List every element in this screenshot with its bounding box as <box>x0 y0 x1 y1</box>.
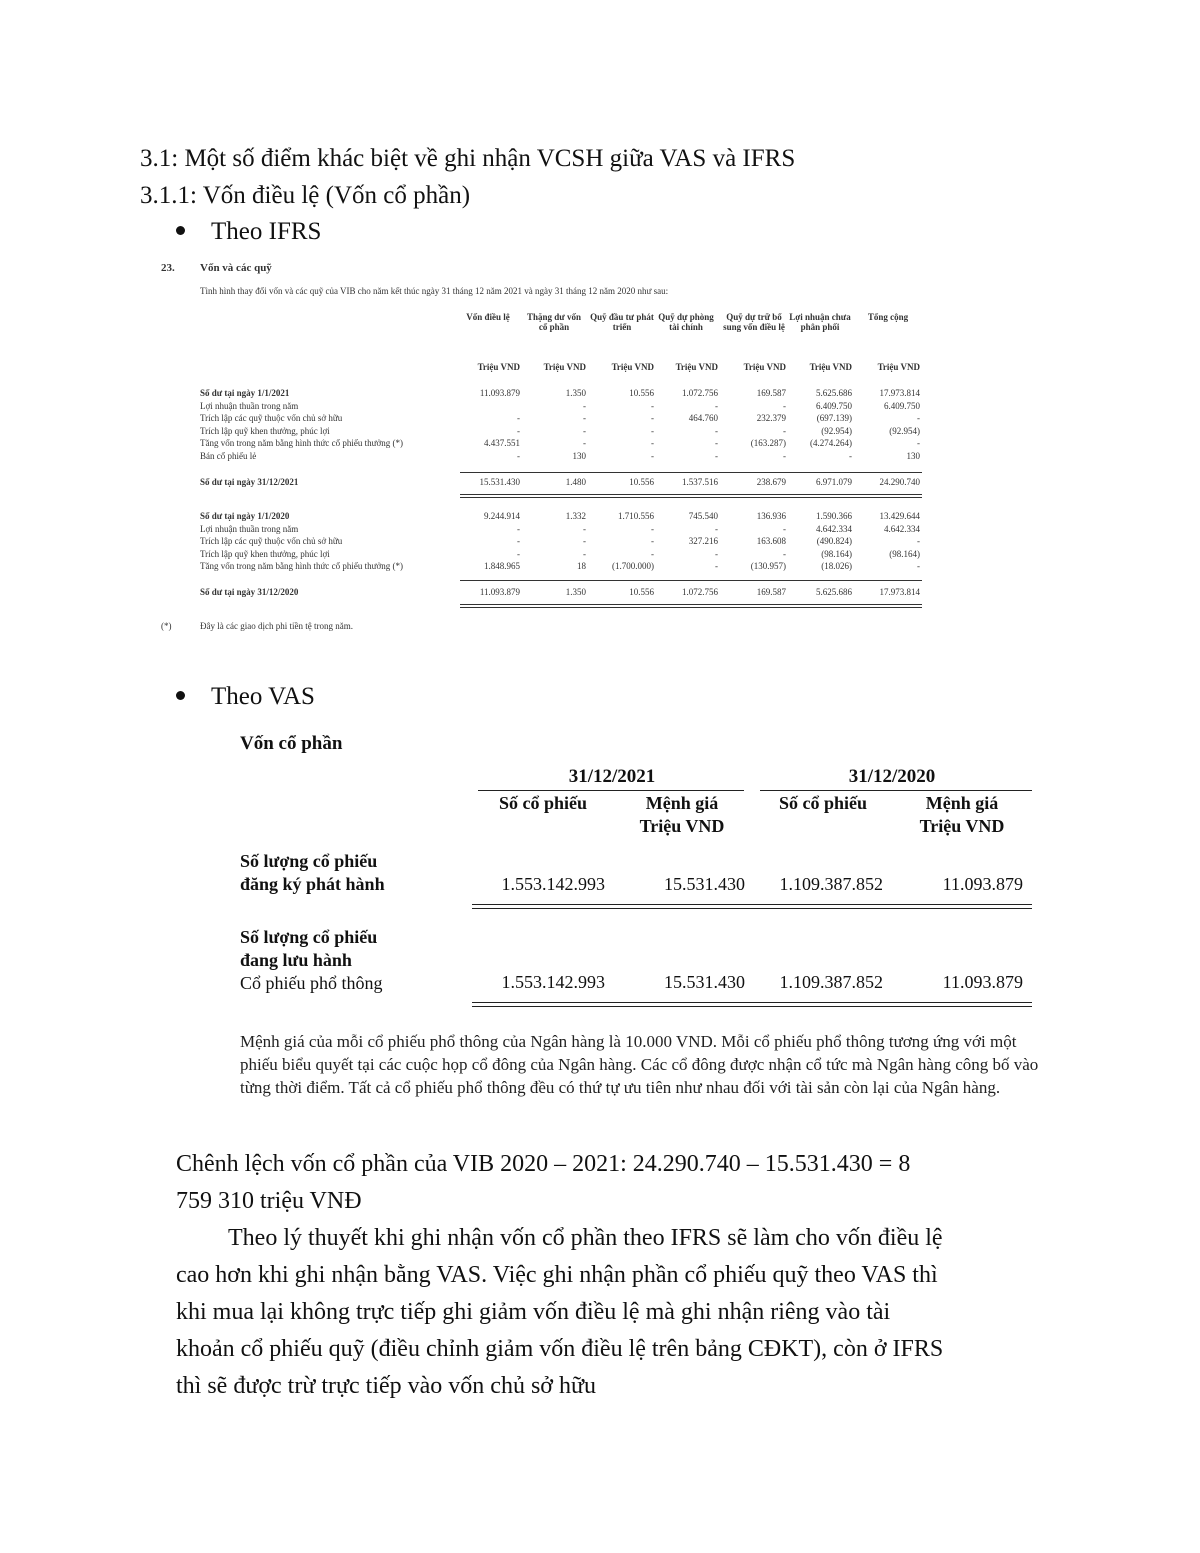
row1-label-line2: đăng ký phát hành <box>240 874 385 894</box>
col-unit: Triệu VND <box>675 362 718 372</box>
paragraph-line: cao hơn khi ghi nhận bằng VAS. Việc ghi nhận phần cổ phiếu quỹ theo VAS thì <box>176 1262 938 1288</box>
table-cell: 130 <box>572 451 586 461</box>
col-header: Tổng cộng <box>867 312 909 322</box>
bullet-vas-label: Theo VAS <box>211 683 315 710</box>
table-cell: - <box>783 425 786 436</box>
row1-par-2021: 15.531.430 <box>664 874 745 894</box>
table-cell: - <box>715 425 718 436</box>
col-par-line1: Mệnh giá <box>925 793 999 813</box>
table-cell: - <box>651 548 654 559</box>
col-unit: Triệu VND <box>877 362 920 372</box>
col-shares-2020: Số cổ phiếu <box>778 793 868 813</box>
table-cell: 10.556 <box>629 587 654 597</box>
table-cell: - <box>715 548 718 559</box>
table-cell: 327.216 <box>688 536 718 547</box>
row2-sub-label: Cổ phiếu phổ thông <box>240 973 383 993</box>
row-label: Trích lập các quỹ thuộc vốn chủ sở hữu <box>200 536 343 547</box>
table-cell: 1.848.965 <box>484 561 520 572</box>
table-cell: 4.642.334 <box>884 523 920 534</box>
paragraph-line: khi mua lại không trực tiếp ghi giảm vốn điều lệ mà ghi nhận riêng vào tài <box>176 1299 891 1325</box>
table-cell: - <box>583 548 586 559</box>
table-cell: 10.556 <box>629 388 654 398</box>
table-cell: - <box>517 451 520 461</box>
table-cell: 24.290.740 <box>879 477 920 487</box>
table-cell: 464.760 <box>688 413 718 424</box>
year-underline <box>478 790 744 791</box>
table-cell: 5.625.686 <box>816 388 852 398</box>
table-cell: - <box>715 523 718 534</box>
row1-shares-2020: 1.109.387.852 <box>779 874 883 894</box>
table-cell: (98.164) <box>889 548 920 559</box>
section-number: 23. <box>161 262 175 274</box>
row-divider <box>472 1006 1032 1007</box>
table-cell: 11.093.879 <box>479 587 520 597</box>
table-cell: 163.608 <box>756 536 786 547</box>
table-cell: 1.332 <box>565 511 586 521</box>
row-divider <box>472 908 1032 909</box>
table-rule <box>460 607 922 608</box>
table-cell: 13.429.644 <box>879 511 920 521</box>
col-par-line2: Triệu VND <box>639 816 725 836</box>
row2-par-2020: 11.093.879 <box>942 972 1023 992</box>
table-cell: - <box>651 413 654 424</box>
table-cell: 130 <box>906 451 920 461</box>
col-shares-2021: Số cổ phiếu <box>498 793 588 813</box>
col-header: Quỹ đầu tư phát triển <box>590 312 654 332</box>
table-cell: - <box>583 536 586 547</box>
table-cell: 4.642.334 <box>816 523 852 534</box>
col-header: Quỹ dự phòng tài chính <box>658 312 714 332</box>
row1-par-2020: 11.093.879 <box>942 874 1023 894</box>
col-unit: Triệu VND <box>809 362 852 372</box>
table-rule <box>460 580 922 581</box>
table-cell: - <box>715 400 718 411</box>
col-unit: Triệu VND <box>477 362 520 372</box>
bullet-dot-icon <box>176 691 185 700</box>
table-cell: - <box>517 523 520 534</box>
paragraph-theory <box>176 1220 1056 1405</box>
col-header: Thặng dư vốn cổ phần <box>527 312 581 332</box>
row-divider <box>472 1002 1032 1003</box>
bullet-ifrs <box>176 218 321 246</box>
row-label: Trích lập quỹ khen thưởng, phúc lợi <box>200 548 330 559</box>
table-cell: 15.531.430 <box>479 477 520 487</box>
table-cell: 745.540 <box>688 511 718 521</box>
table-cell: - <box>715 451 718 461</box>
row-divider <box>472 904 1032 905</box>
col-par-line2: Triệu VND <box>919 816 1005 836</box>
table-cell: - <box>517 536 520 547</box>
row2-label-line2: đang lưu hành <box>240 950 352 970</box>
col-header: Quỹ dự trữ bổ sung vốn điều lệ <box>723 312 785 332</box>
row-label: Lợi nhuận thuần trong năm <box>200 523 299 534</box>
row-label: Số dư tại ngày 31/12/2020 <box>200 587 299 597</box>
table-cell: 6.409.750 <box>884 400 920 411</box>
table-cell: - <box>783 400 786 411</box>
table-cell: 1.537.516 <box>682 477 718 487</box>
col-unit: Triệu VND <box>743 362 786 372</box>
table-cell: (1.700.000) <box>612 561 654 572</box>
col-unit: Triệu VND <box>543 362 586 372</box>
table-cell: - <box>651 425 654 436</box>
row-label: Số dư tại ngày 1/1/2020 <box>200 511 290 521</box>
paragraph-line: Chênh lệch vốn cổ phần của VIB 2020 – 2021: 24.290.740 – 15.531.430 = 8 <box>176 1151 911 1177</box>
table-cell: (490.824) <box>816 536 852 547</box>
table-cell: 232.379 <box>756 413 786 424</box>
paragraph-line: 759 310 triệu VNĐ <box>176 1188 362 1214</box>
paragraph-line: khoản cổ phiếu quỹ (điều chỉnh giảm vốn điều lệ trên bảng CĐKT), còn ở IFRS <box>176 1336 944 1362</box>
table-cell: 4.437.551 <box>484 438 520 449</box>
row1-label-line1: Số lượng cổ phiếu <box>240 851 378 871</box>
table-cell: 10.556 <box>629 477 654 487</box>
table-cell: - <box>583 413 586 424</box>
bullet-dot-icon <box>176 226 185 235</box>
table-cell: - <box>715 438 718 449</box>
table-cell: 17.973.814 <box>879 388 920 398</box>
row2-label-line1: Số lượng cổ phiếu <box>240 927 378 947</box>
table-cell: (130.957) <box>750 561 786 572</box>
table-cell: 1.350 <box>565 587 586 597</box>
row2-shares-2021: 1.553.142.993 <box>501 972 605 992</box>
table-rule <box>460 497 922 498</box>
row-label: Trích lập các quỹ thuộc vốn chủ sở hữu <box>200 413 343 424</box>
bullet-ifrs-label: Theo IFRS <box>211 218 322 245</box>
table-cell: (4.274.264) <box>810 438 852 449</box>
row-label: Tăng vốn trong năm bằng hình thức cổ phiếu thưởng (*) <box>200 561 403 572</box>
year-2020: 31/12/2020 <box>848 766 936 787</box>
table-cell: 1.590.366 <box>816 511 852 521</box>
table-cell: - <box>651 451 654 461</box>
table-cell: 9.244.914 <box>484 511 520 521</box>
table-cell: - <box>783 451 786 461</box>
row-label: Số dư tại ngày 31/12/2021 <box>200 477 299 487</box>
col-header: Vốn điều lệ <box>466 312 510 322</box>
table-cell: (92.954) <box>889 425 920 436</box>
row2-label <box>240 926 383 995</box>
table-rule <box>460 494 922 495</box>
table-cell: - <box>783 523 786 534</box>
table-cell: 6.971.079 <box>816 477 852 487</box>
section-title: Vốn và các quỹ <box>200 262 272 274</box>
table-cell: - <box>583 523 586 534</box>
table-cell: 5.625.686 <box>816 587 852 597</box>
table-cell: - <box>917 561 920 572</box>
row1-label <box>240 850 385 896</box>
table-cell: 11.093.879 <box>479 388 520 398</box>
table-cell: (163.287) <box>750 438 786 449</box>
row1-shares-2021: 1.553.142.993 <box>501 874 605 894</box>
table-cell: - <box>651 400 654 411</box>
col-header: Lợi nhuận chưa phân phối <box>789 312 851 332</box>
col-unit: Triệu VND <box>611 362 654 372</box>
table-cell: - <box>715 561 718 572</box>
heading-3-1: 3.1: Một số điểm khác biệt về ghi nhận VCSH giữa VAS và IFRS <box>140 145 796 172</box>
row-label: Lợi nhuận thuần trong năm <box>200 400 299 411</box>
year-underline <box>760 790 1032 791</box>
table-cell: - <box>517 425 520 436</box>
table-cell: - <box>583 425 586 436</box>
vas-note: Mệnh giá của mỗi cổ phiếu phổ thông của Ngân hàng là 10.000 VND. Mỗi cổ phiếu phổ thông tương ứng với một phiếu biểu quyết tại các cuộc họp cổ đông của Ngân hàng. Các cổ đông được nhận cổ tức mà Ngân hàng công bố vào từng thời điểm. Tất cả cổ phiếu phổ thông đều có thứ tự ưu tiên như nhau đối với tài sản còn lại của Ngân hàng. <box>240 1032 1039 1097</box>
table-cell: 136.936 <box>756 511 786 521</box>
row2-shares-2020: 1.109.387.852 <box>779 972 883 992</box>
row2-par-2021: 15.531.430 <box>664 972 745 992</box>
table-cell: - <box>517 413 520 424</box>
table-cell: - <box>917 438 920 449</box>
table-cell: - <box>651 536 654 547</box>
table-cell: 6.409.750 <box>816 400 852 411</box>
paragraph-difference <box>176 1146 1056 1220</box>
table-cell: - <box>917 413 920 424</box>
table-rule <box>460 604 922 605</box>
table-cell: 169.587 <box>756 388 786 398</box>
table-cell: 1.710.556 <box>618 511 654 521</box>
table-cell: 1.072.756 <box>682 587 718 597</box>
table-cell: (697.139) <box>816 413 852 424</box>
row-label: Bán cổ phiếu lẻ <box>200 451 257 461</box>
col-par-2020 <box>892 792 1032 838</box>
table-cell: - <box>783 548 786 559</box>
table-cell: 238.679 <box>756 477 786 487</box>
table-rule <box>460 472 922 473</box>
table-cell: (18.026) <box>821 561 852 572</box>
heading-3-1-1: 3.1.1: Vốn điều lệ (Vốn cổ phần) <box>140 182 471 209</box>
table-cell: (92.954) <box>821 425 852 436</box>
table-cell: - <box>651 438 654 449</box>
table-cell: - <box>849 451 852 461</box>
table-cell: - <box>583 400 586 411</box>
row-label: Số dư tại ngày 1/1/2021 <box>200 388 290 398</box>
footnote-text: Đây là các giao dịch phi tiền tệ trong năm. <box>200 621 353 631</box>
table-cell: - <box>583 438 586 449</box>
table-cell: - <box>917 536 920 547</box>
table-cell: (98.164) <box>821 548 852 559</box>
table-cell: 1.072.756 <box>682 388 718 398</box>
footnote-mark: (*) <box>161 621 172 631</box>
row-label: Trích lập quỹ khen thưởng, phúc lợi <box>200 425 330 436</box>
col-par-2021 <box>612 792 752 838</box>
table-cell: - <box>517 548 520 559</box>
col-par-line1: Mệnh giá <box>645 793 719 813</box>
table-intro: Tình hình thay đổi vốn và các quỹ của VIB cho năm kết thúc ngày 31 tháng 12 năm 2021 và ngày 31 tháng 12 năm 2020 như sau: <box>200 286 669 296</box>
table-cell: - <box>651 523 654 534</box>
paragraph-line: thì sẽ được trừ trực tiếp vào vốn chủ sở hữu <box>176 1373 596 1399</box>
table-cell: 1.350 <box>565 388 586 398</box>
bullet-vas <box>176 683 315 711</box>
table-cell: 18 <box>577 561 586 572</box>
vas-title: Vốn cổ phần <box>240 733 343 754</box>
paragraph-line: Theo lý thuyết khi ghi nhận vốn cổ phần theo IFRS sẽ làm cho vốn điều lệ <box>228 1225 943 1251</box>
table-cell: 169.587 <box>756 587 786 597</box>
table-cell: 1.480 <box>565 477 586 487</box>
row-label: Tăng vốn trong năm bằng hình thức cổ phiếu thưởng (*) <box>200 438 403 449</box>
year-2021: 31/12/2021 <box>568 766 656 787</box>
table-cell: 17.973.814 <box>879 587 920 597</box>
